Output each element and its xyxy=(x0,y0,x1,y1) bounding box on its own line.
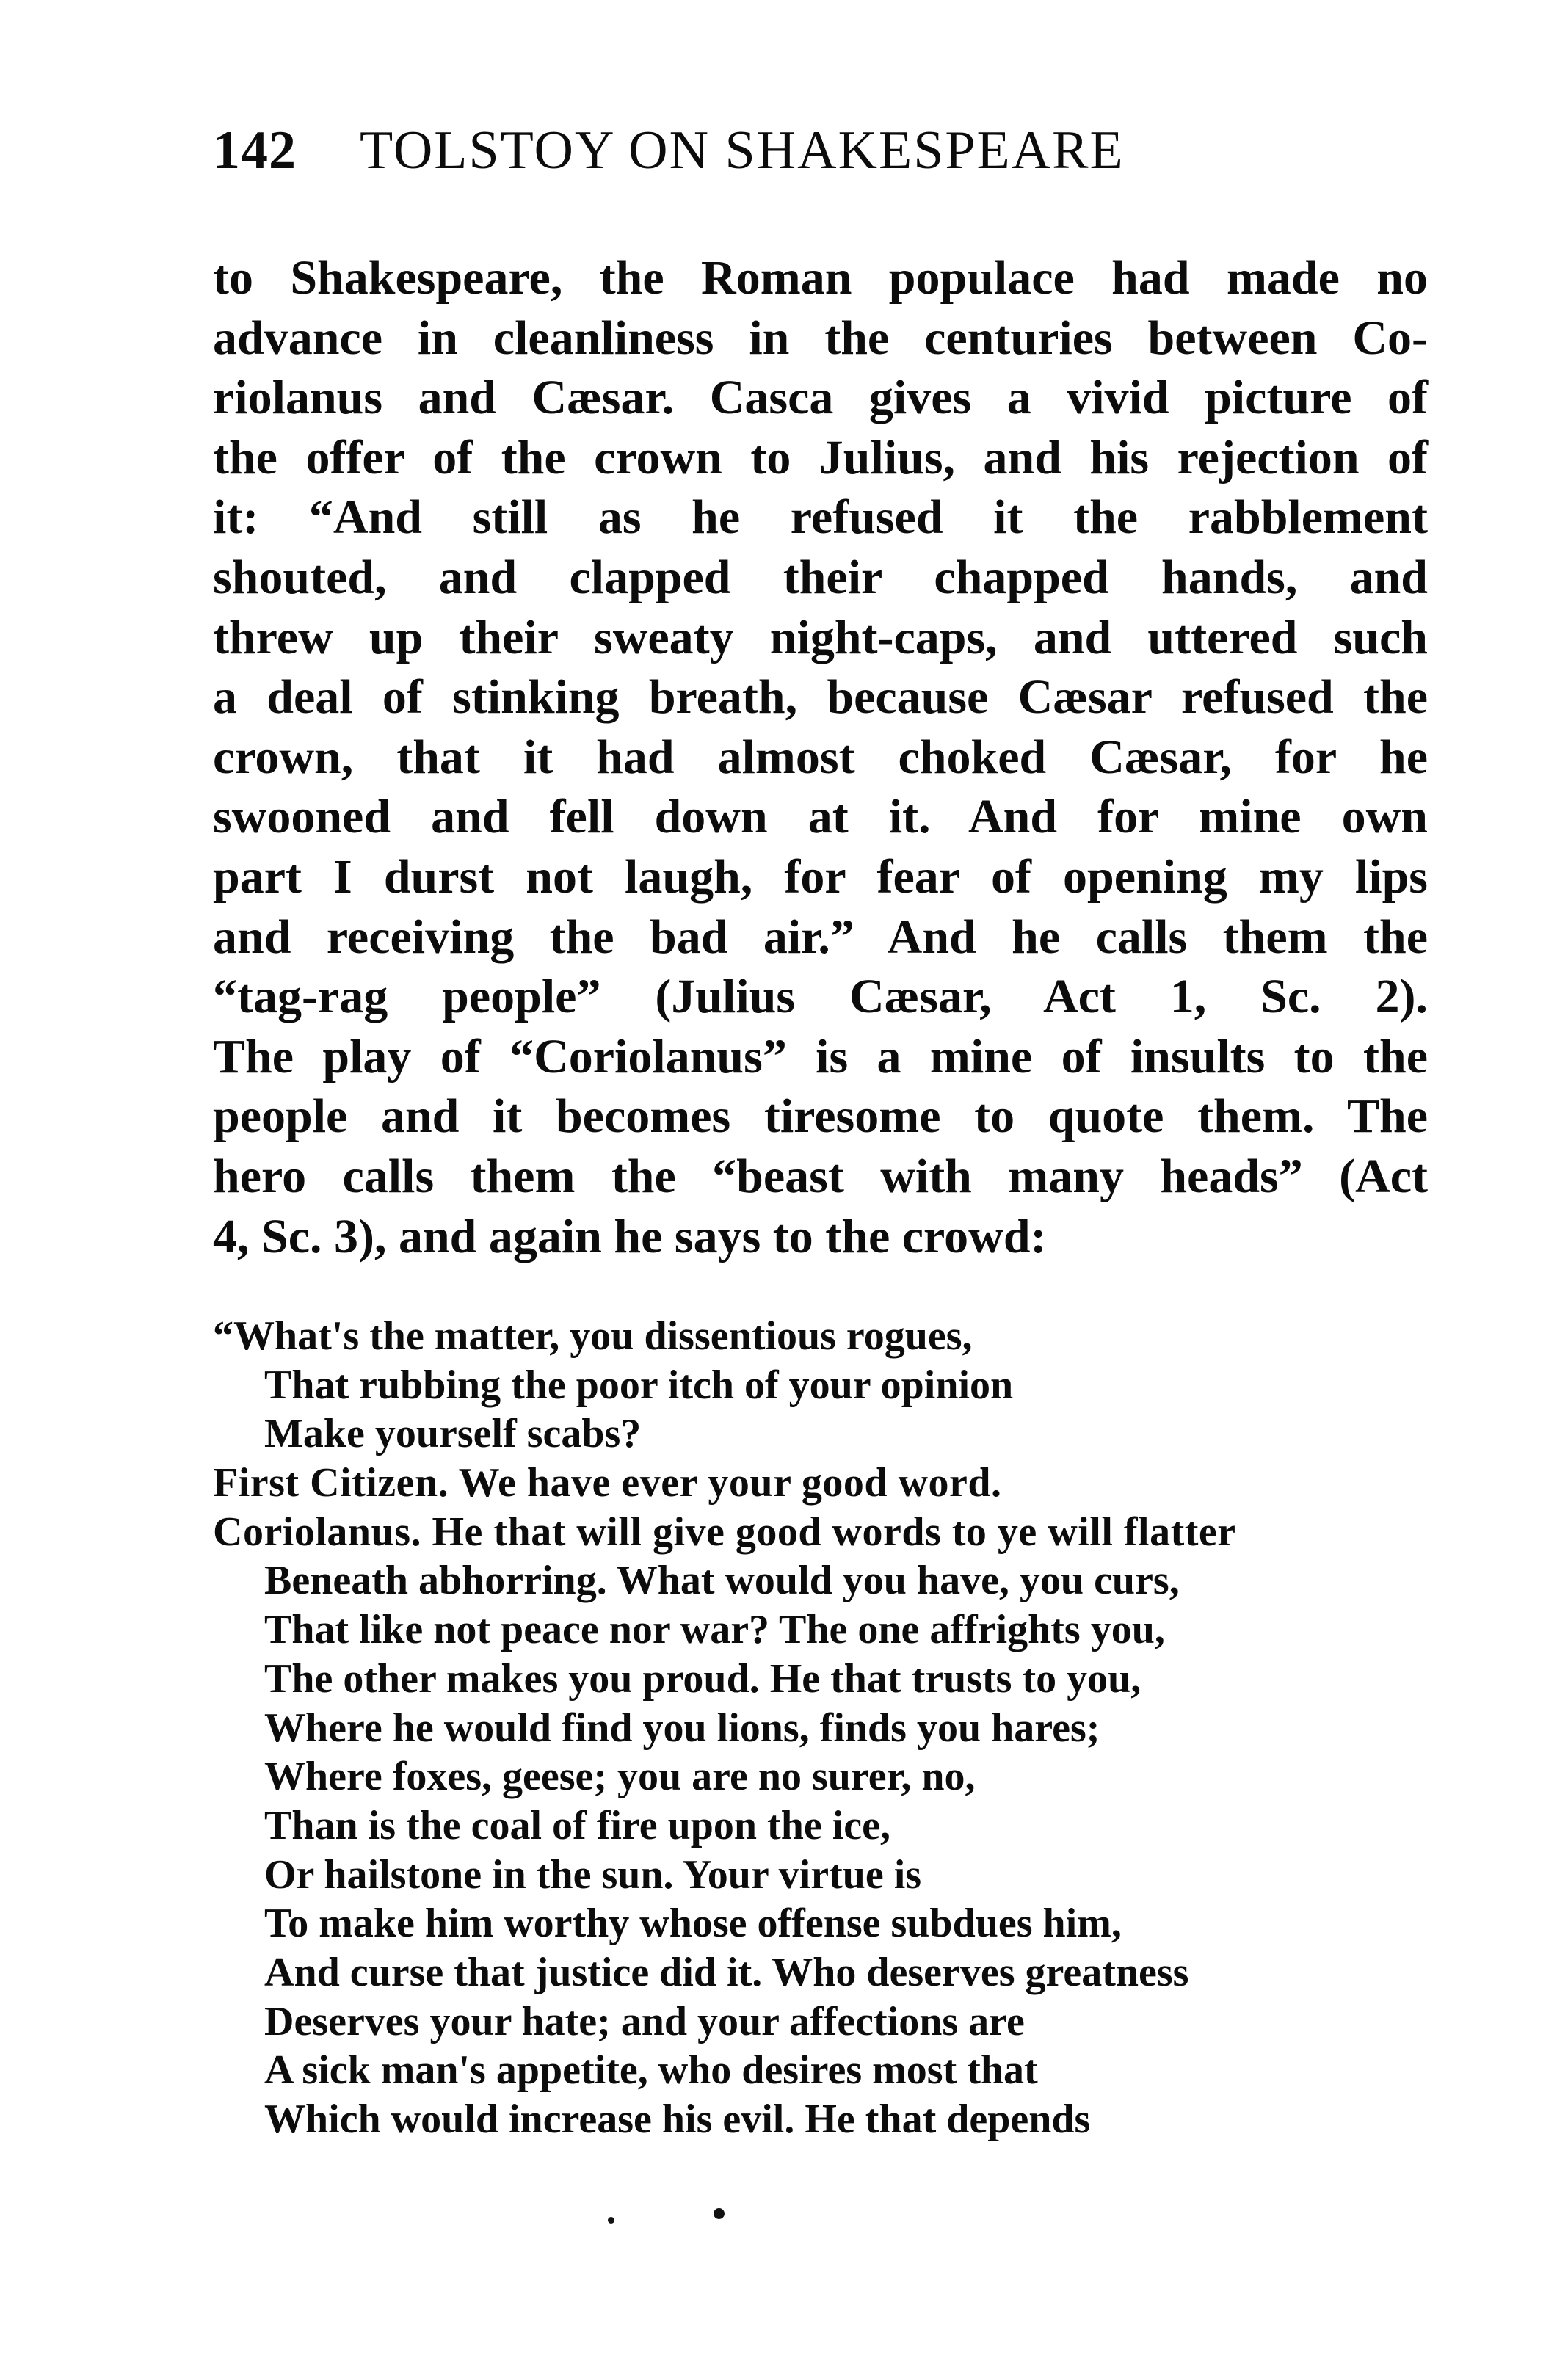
quote-line: To make him worthy whose offense subdues him, xyxy=(264,1901,1122,1947)
ink-speck xyxy=(714,2208,725,2219)
quote-line: Than is the coal of fire upon the ice, xyxy=(264,1802,890,1848)
quote-line: Where he would find you lions, finds you hares; xyxy=(264,1705,1100,1751)
text-line: part I durst not laugh, for fear of opening my lips xyxy=(213,849,1428,904)
page-number: 142 xyxy=(213,120,297,181)
text-line: shouted, and clapped their chapped hands, and xyxy=(213,550,1428,604)
text-line: swooned and fell down at it. And for mine own xyxy=(213,790,1428,844)
quote-line: That rubbing the poor itch of your opinion xyxy=(264,1362,1014,1408)
running-head xyxy=(213,117,1402,184)
text-line: “tag-rag people” (Julius Cæsar, Act 1, Sc. 2). xyxy=(213,970,1428,1024)
quote-line: Make yourself scabs? xyxy=(264,1411,642,1457)
quote-line: Or hailstone in the sun. Your virtue is xyxy=(264,1851,922,1898)
quote-line: Which would increase his evil. He that depends xyxy=(264,2097,1091,2142)
text-line: it: “And still as he refused it the rabblement xyxy=(213,490,1428,545)
quote-line: Where foxes, geese; you are no surer, no, xyxy=(264,1754,976,1800)
speaker-line-coriolanus: Coriolanus. He that will give good words to ye will flatter xyxy=(213,1509,1236,1555)
text-line: to Shakespeare, the Roman populace had made no xyxy=(213,251,1428,305)
ink-speck xyxy=(608,2217,614,2224)
body-paragraph xyxy=(213,248,1428,1266)
text-line: hero calls them the “beast with many heads” (Act xyxy=(213,1149,1428,1203)
text-line: riolanus and Cæsar. Casca gives a vivid picture of xyxy=(213,371,1428,425)
quote-line: Deserves your hate; and your affections are xyxy=(264,1998,1025,2044)
quote-line: Beneath abhorring. What would you have, you curs, xyxy=(264,1558,1180,1604)
text-line: threw up their sweaty night-caps, and uttered such xyxy=(213,610,1428,664)
text-line: The play of “Coriolanus” is a mine of insults to the xyxy=(213,1029,1428,1084)
quote-line: A sick man's appetite, who desires most that xyxy=(264,2047,1038,2094)
text-line: and receiving the bad air.” And he calls them the xyxy=(213,910,1428,964)
text-line: the offer of the crown to Julius, and his rejection of xyxy=(213,430,1428,484)
text-line: a deal of stinking breath, because Cæsar refused the xyxy=(213,670,1428,725)
book-title: TOLSTOY ON SHAKESPEARE xyxy=(360,120,1125,181)
quote-line: “What's the matter, you dissentious rogues, xyxy=(213,1313,973,1359)
text-line: 4, Sc. 3), and again he says to the crowd: xyxy=(213,1209,1047,1263)
speaker-line-first-citizen: First Citizen. We have ever your good word. xyxy=(213,1460,1002,1506)
text-line: people and it becomes tiresome to quote them. The xyxy=(213,1089,1428,1144)
block-quote xyxy=(213,1312,1431,2144)
quote-line: The other makes you proud. He that trusts to you, xyxy=(264,1655,1141,1702)
quote-line: That like not peace nor war? The one affrights you, xyxy=(264,1607,1165,1653)
quote-line: And curse that justice did it. Who deserves greatness xyxy=(264,1949,1189,1995)
text-line: crown, that it had almost choked Cæsar, for he xyxy=(213,730,1428,784)
text-line: advance in cleanliness in the centuries between Co- xyxy=(213,311,1428,365)
